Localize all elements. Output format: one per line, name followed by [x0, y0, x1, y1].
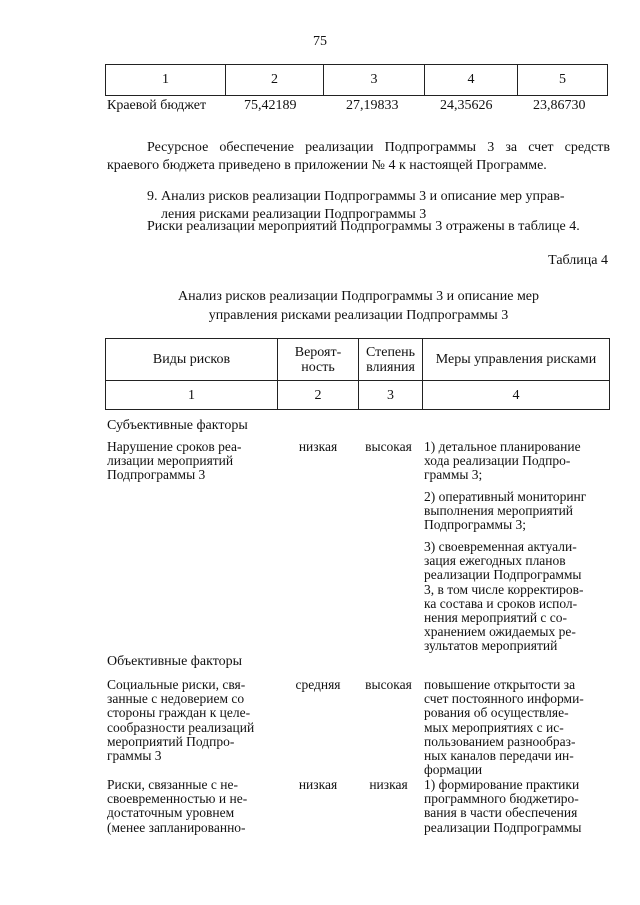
- section-subjective: Субъективные факторы: [107, 418, 248, 433]
- section-objective: Объективные факторы: [107, 654, 243, 669]
- header-measures: Меры управления рисками: [423, 339, 610, 381]
- risk-measure: [424, 678, 614, 777]
- text-line: рования об осуществляе-: [424, 705, 569, 721]
- risk-impact: высокая: [365, 677, 412, 692]
- text-line: ка состава и сроков испол-: [424, 595, 578, 611]
- text-line: хода реализации Подпро-: [424, 453, 571, 469]
- text-line: зультатов мероприятий: [424, 638, 558, 654]
- heading-line: ления рисками реализации Подпрограммы 3: [161, 207, 427, 222]
- risk-probability: низкая: [298, 439, 338, 454]
- text-line: зация ежегодных планов: [424, 553, 566, 569]
- text-line: стороны граждан к целе-: [107, 705, 251, 721]
- budget-value: 23,86730: [533, 98, 586, 113]
- column-number: 2: [278, 381, 359, 410]
- text-line: реализации Подпрограммы: [424, 819, 582, 835]
- column-number: 1: [106, 381, 278, 410]
- text-line: вания в части обеспечения: [424, 805, 578, 821]
- text-line: сообразности реализаций: [107, 719, 255, 735]
- header-line: влияния: [366, 359, 415, 375]
- text-line: Риски, связанные с не-: [107, 777, 238, 792]
- header-probability: [278, 339, 359, 381]
- text-line: 1) детальное планирование: [424, 439, 581, 454]
- text-line: пользованием разнообраз-: [424, 733, 576, 749]
- risk-measure: [424, 440, 614, 483]
- text-line: своевременностью и не-: [107, 791, 248, 807]
- text-line: реализации Подпрограммы: [424, 567, 582, 583]
- table-header-cell: 5: [518, 65, 608, 96]
- header-risk-types: Виды рисков: [106, 339, 278, 381]
- header-line: Вероят-: [294, 344, 342, 360]
- table-header-cell: 2: [226, 65, 324, 96]
- text-line: (менее запланированно-: [107, 819, 246, 835]
- text-line: счет постоянного информи-: [424, 691, 584, 707]
- budget-data-row: [107, 98, 627, 116]
- text-line: граммы 3;: [424, 467, 483, 483]
- resource-paragraph: Ресурсное обеспечение реализации Подпрограммы 3 за счет средств краевого бюджета приведено в приложении № 4 к настоящей Программе.: [107, 140, 610, 173]
- text-line: Социальные риски, свя-: [107, 677, 246, 692]
- text-line: 1) формирование практики: [424, 777, 580, 792]
- text-line: достаточным уровнем: [107, 805, 235, 821]
- table-title: [107, 287, 610, 325]
- text-line: программного бюджетиро-: [424, 791, 579, 807]
- text-line: выполнения мероприятий: [424, 503, 574, 519]
- column-number: 4: [423, 381, 610, 410]
- table-label: Таблица 4: [548, 253, 608, 268]
- risk-impact: высокая: [365, 439, 412, 454]
- table-title-line: управления рисками реализации Подпрограммы 3: [208, 308, 509, 323]
- risks-paragraph: Риски реализации мероприятий Подпрограммы 3 отражены в таблице 4.: [147, 219, 580, 234]
- text-line: 3) своевременная актуали-: [424, 539, 577, 554]
- table-header-cell: 3: [324, 65, 425, 96]
- text-line: мероприятий Подпро-: [107, 733, 235, 749]
- budget-value: 24,35626: [440, 98, 493, 113]
- text-line: ных каналов передачи ин-: [424, 748, 574, 764]
- risk-name: [107, 778, 277, 835]
- text-line: лизации мероприятий: [107, 453, 234, 469]
- text-line: Подпрограммы 3;: [424, 517, 527, 533]
- page-number: 75: [313, 34, 327, 49]
- risk-probability: средняя: [295, 677, 341, 692]
- risk-name: [107, 678, 277, 763]
- text-line: Нарушение сроков реа-: [107, 439, 242, 454]
- header-line: ность: [301, 359, 335, 375]
- risk-name: [107, 440, 277, 483]
- budget-table-header: [105, 64, 608, 96]
- text-line: мых мероприятиях с ис-: [424, 719, 564, 735]
- budget-row-label: Краевой бюджет: [107, 98, 207, 113]
- risk-measure: [424, 540, 614, 654]
- text-line: повышение открытости за: [424, 677, 576, 692]
- table-title-line: Анализ рисков реализации Подпрограммы 3 и описание мер: [177, 289, 540, 304]
- risk-probability: низкая: [298, 777, 338, 792]
- text-line: хранением ожидаемых ре-: [424, 624, 576, 640]
- text-line: нения мероприятий с со-: [424, 610, 568, 626]
- risk-measure: [424, 490, 614, 533]
- table-header-cell: 4: [425, 65, 518, 96]
- text-line: формации: [424, 762, 483, 778]
- header-line: Степень: [365, 344, 416, 360]
- text-line: граммы 3: [107, 748, 162, 764]
- risk-table-header: [105, 338, 610, 410]
- text-line: 3, в том числе корректиров-: [424, 581, 584, 597]
- text-line: Подпрограммы 3: [107, 467, 206, 483]
- table-header-cell: 1: [106, 65, 226, 96]
- column-number: 3: [359, 381, 423, 410]
- text-line: занные с недоверием со: [107, 691, 245, 707]
- risk-measure: [424, 778, 614, 835]
- budget-value: 75,42189: [244, 98, 297, 113]
- header-impact: [359, 339, 423, 381]
- text-line: 2) оперативный мониторинг: [424, 489, 587, 504]
- budget-value: 27,19833: [346, 98, 399, 113]
- heading-line: 9. Анализ рисков реализации Подпрограммы 3 и описание мер управ-: [147, 189, 565, 204]
- risk-impact: низкая: [369, 777, 408, 792]
